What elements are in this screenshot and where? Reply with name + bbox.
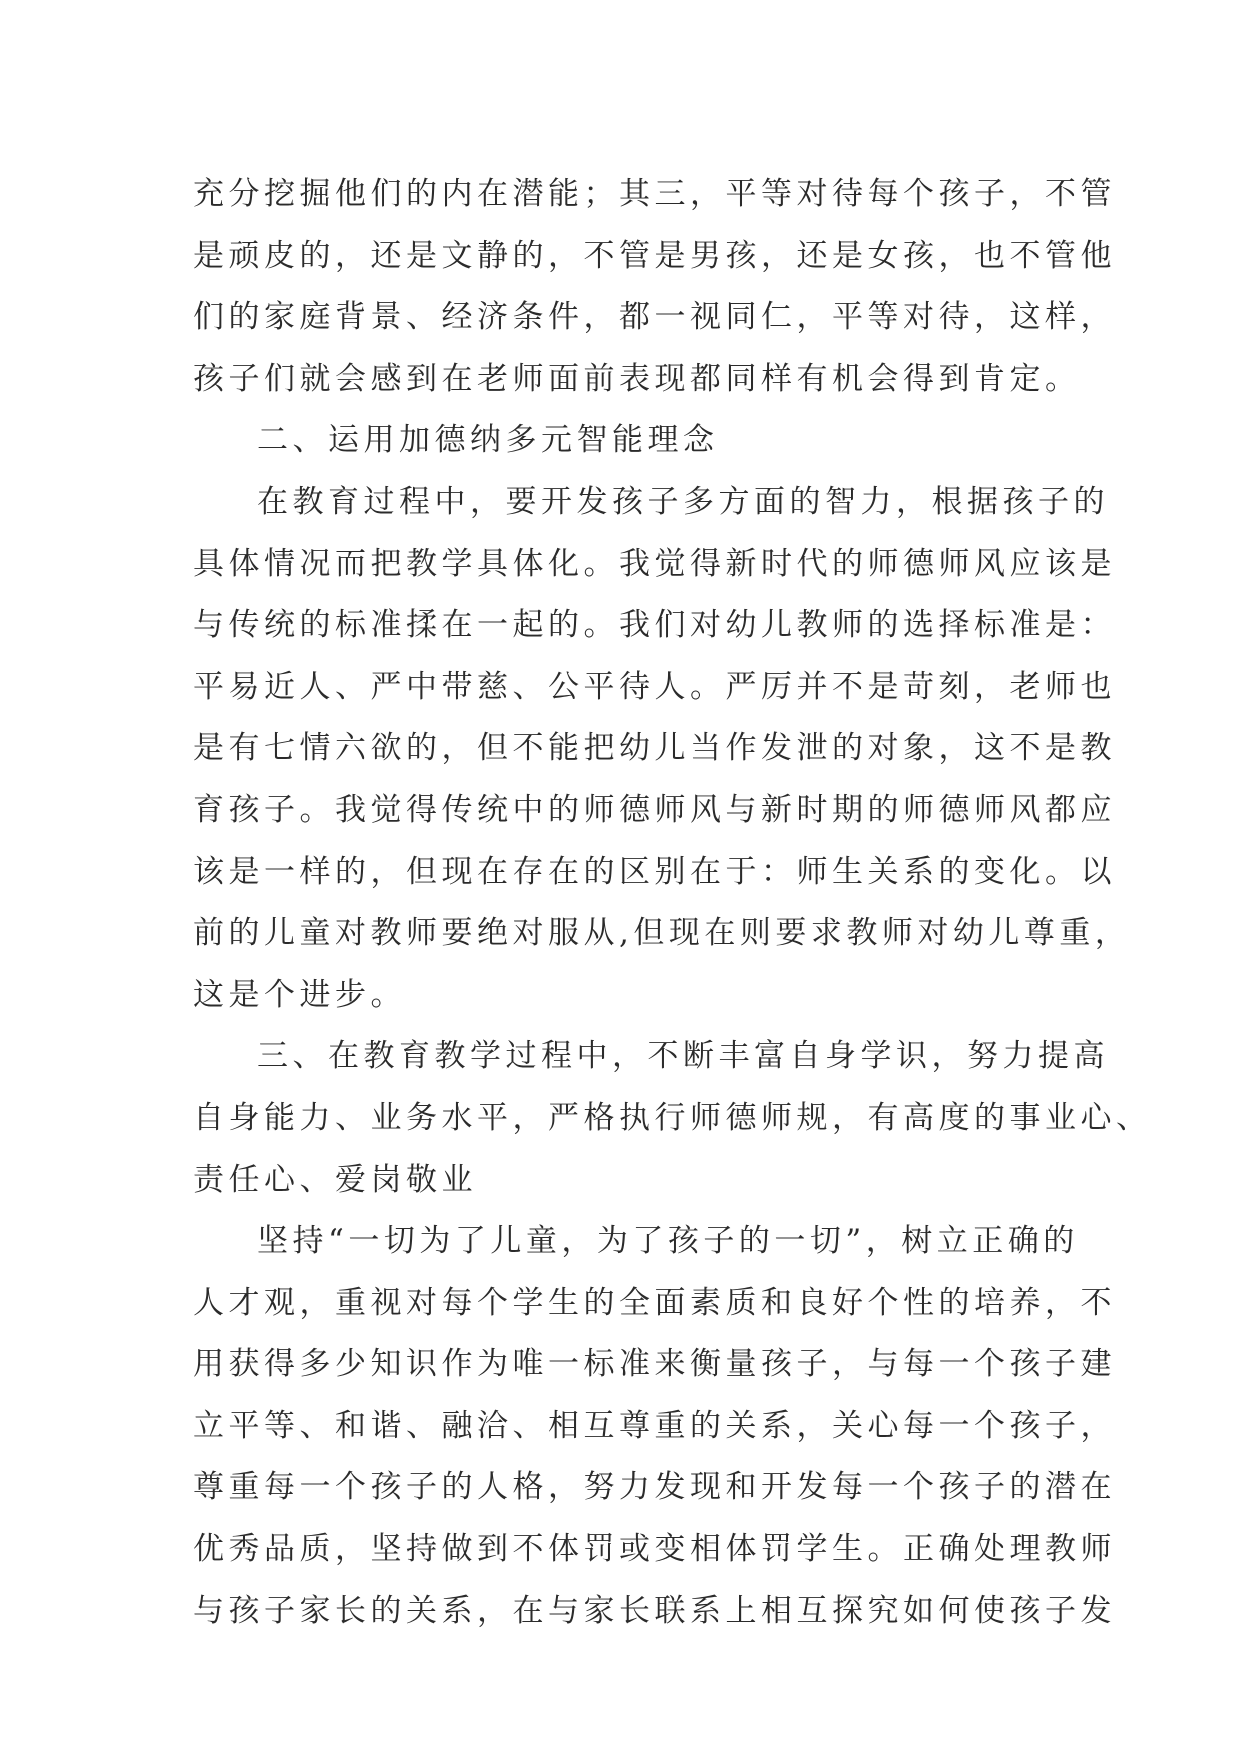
text-line: 立平等、和谐、融洽、相互尊重的关系，关心每一个孩子， [193,1407,1116,1444]
text-line: 坚持“一切为了儿童，为了孩子的一切”，树立正确的 [257,1223,1079,1260]
text-line: 孩子们就会感到在老师面前表现都同样有机会得到肯定。 [193,360,1081,397]
text-line: 与孩子家长的关系，在与家长联系上相互探究如何使孩子发 [193,1592,1116,1629]
section-heading-continued: 责任心、爱岗敬业 [193,1161,477,1198]
text-line: 用获得多少知识作为唯一标准来衡量孩子，与每一个孩子建 [193,1346,1116,1383]
text-line: 是顽皮的，还是文静的，不管是男孩，还是女孩，也不管他 [193,237,1116,274]
text-line: 前的儿童对教师要绝对服从,但现在则要求教师对幼儿尊重， [193,915,1131,952]
section-heading: 二、运用加德纳多元智能理念 [257,422,719,459]
text-line: 是有七情六欲的，但不能把幼儿当作发泄的对象，这不是教 [193,730,1116,767]
section-heading: 三、在教育教学过程中，不断丰富自身学识，努力提高 [257,1038,1109,1075]
text-line: 尊重每一个孩子的人格，努力发现和开发每一个孩子的潜在 [193,1469,1116,1506]
text-line: 具体情况而把教学具体化。我觉得新时代的师德师风应该是 [193,545,1116,582]
text-line: 该是一样的，但现在存在的区别在于：师生关系的变化。以 [193,853,1116,890]
text-line: 育孩子。我觉得传统中的师德师风与新时期的师德师风都应 [193,791,1116,828]
section-heading-continued: 自身能力、业务水平，严格执行师德师规，有高度的事业心、 [193,1099,1152,1136]
text-line: 人才观，重视对每个学生的全面素质和良好个性的培养，不 [193,1284,1116,1321]
body-text [193,164,1152,1642]
text-line: 优秀品质，坚持做到不体罚或变相体罚学生。正确处理教师 [193,1531,1116,1568]
text-line: 在教育过程中，要开发孩子多方面的智力，根据孩子的 [257,483,1109,520]
text-line: 这是个进步。 [193,976,406,1013]
text-line: 平易近人、严中带慈、公平待人。严厉并不是苛刻，老师也 [193,668,1116,705]
text-line: 们的家庭背景、经济条件，都一视同仁，平等对待，这样， [193,299,1116,336]
text-line: 充分挖掘他们的内在潜能；其三，平等对待每个孩子，不管 [193,176,1116,212]
text-line: 与传统的标准揉在一起的。我们对幼儿教师的选择标准是： [193,607,1116,644]
